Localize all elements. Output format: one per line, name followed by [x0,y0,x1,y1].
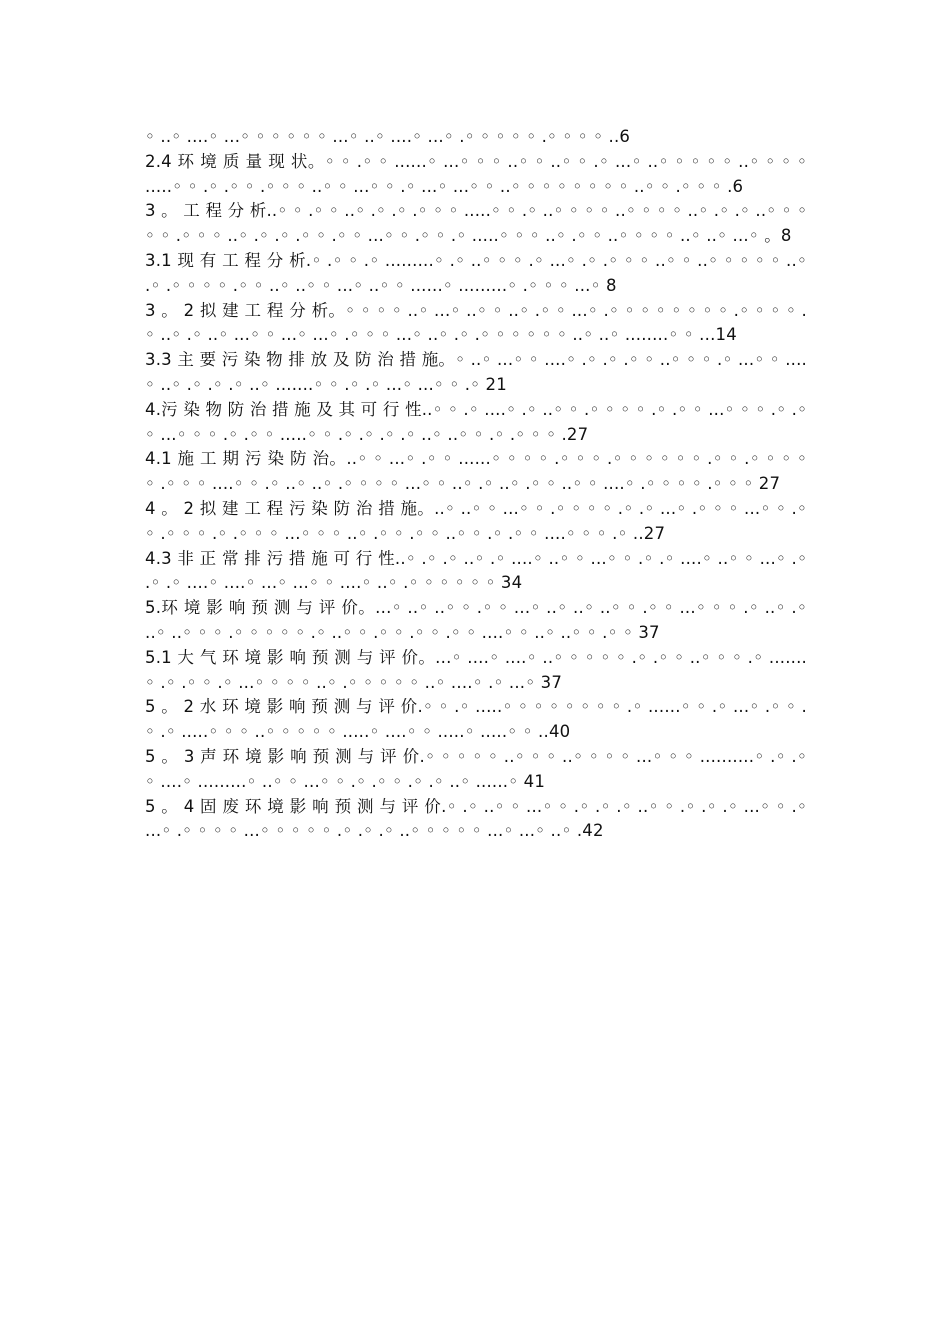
toc-entry[interactable]: 5.环 境 影 响 预 测 与 评 价。...◦ ..◦ ..◦ ◦ .◦ ◦ ...◦ ..◦ ..◦ ..◦ ◦ .◦ ◦ ...◦ ◦ ◦ .◦ ..◦ .◦ ..◦ ..◦ ◦ ◦ .◦ ◦ ◦ ◦ ◦ .◦ ..◦ ◦ .◦ ◦ .◦ ◦ .◦ ◦ ....◦ ◦ ..◦ ..◦ ◦ .◦ ◦ 37 [145,598,807,642]
toc-entry[interactable]: 3 。 工 程 分 析..◦ ◦ .◦ ◦ ..◦ .◦ .◦ .◦ ◦ ◦ .....◦ ◦ .◦ ..◦ ◦ ◦ ◦ ..◦ ◦ ◦ ◦ ..◦ .◦ .◦ ..◦ ◦ ◦ ◦ ◦ .◦ ◦ ◦ ..◦ .◦ .◦ .◦ ◦ .◦ ◦ ...◦ ◦ .◦ ◦ .◦ .....◦ ◦ ◦ ..◦ .◦ ◦ ..◦ ◦ ◦ ◦ ..◦ ..◦ ...◦ 。8 [145,201,807,246]
toc-entry[interactable]: ◦ ..◦ ....◦ ...◦ ◦ ◦ ◦ ◦ ◦ ...◦ ..◦ ....◦ ...◦ .◦ ◦ ◦ ◦ ◦ .◦ ◦ ◦ ◦ ..6 [145,127,631,146]
toc-entry[interactable]: 5 。 3 声 环 境 影 响 预 测 与 评 价.◦ ◦ ◦ ◦ ◦ ..◦ ◦ ◦ ..◦ ◦ ◦ ◦ ...◦ ◦ ◦ ..........◦ .◦ .◦ ◦ ....◦ .........◦ ..◦ ◦ ...◦ ◦ .◦ .◦ ◦ .◦ .◦ ..◦ ......◦ 41 [145,746,807,791]
toc-entry[interactable]: 5.1 大 气 环 境 影 响 预 测 与 评 价。...◦ ....◦ ....◦ ..◦ ◦ ◦ ◦ ◦ .◦ .◦ ◦ ..◦ ◦ ◦ .◦ .......◦ .◦ .◦ ◦ .◦ ...◦ ◦ ◦ ◦ ..◦ .◦ ◦ ◦ ◦ ◦ ..◦ ....◦ .◦ ...◦ 37 [145,647,807,692]
toc-entry[interactable]: 2.4 环 境 质 量 现 状。◦ ◦ .◦ ◦ ......◦ ...◦ ◦ ◦ ..◦ ◦ ..◦ ◦ .◦ ...◦ ..◦ ◦ ◦ ◦ ◦ ..◦ ◦ ◦ ◦ .....◦ ◦ .◦ .◦ ◦ .◦ ◦ ◦ ..◦ ◦ ...◦ ◦ .◦ ...◦ ...◦ ◦ ..◦ ◦ ◦ ◦ ◦ ◦ ◦ ◦ ..◦ ◦ .◦ ◦ ◦ .6 [145,151,807,196]
toc-entry[interactable]: 5 。 2 水 环 境 影 响 预 测 与 评 价.◦ ◦ .◦ .....◦ ◦ ◦ ◦ ◦ ◦ ◦ ◦ .◦ ......◦ ◦ .◦ ...◦ .◦ ◦ .◦ .◦ .....◦ ◦ ◦ ..◦ ◦ ◦ ◦ ◦ .....◦ ....◦ ◦ .....◦ .....◦ ◦ ..40 [145,697,807,742]
toc-entry[interactable]: 4.污 染 物 防 治 措 施 及 其 可 行 性..◦ ◦ .◦ ....◦ .◦ ..◦ ◦ .◦ ◦ ◦ ◦ .◦ .◦ ◦ ...◦ ◦ ◦ .◦ .◦ ◦ ...◦ ◦ ◦ .◦ .◦ ◦ .....◦ ◦ .◦ .◦ .◦ .◦ ..◦ ..◦ ◦ .◦ .◦ ◦ ◦ .27 [145,399,807,444]
toc-entry[interactable]: 4.1 施 工 期 污 染 防 治。..◦ ◦ ...◦ .◦ ◦ ......◦ ◦ ◦ ◦ .◦ ◦ ◦ .◦ ◦ ◦ ◦ ◦ ◦ .◦ ◦ .◦ ◦ ◦ ◦ ◦ .◦ ◦ ◦ ....◦ ◦ .◦ ..◦ ..◦ .◦ ◦ ◦ ◦ ...◦ ◦ ..◦ .◦ ..◦ .◦ ◦ ..◦ ◦ ....◦ .◦ ◦ ◦ ◦ .◦ ◦ ◦ 27 [145,449,807,494]
toc-entry[interactable]: 3.1 现 有 工 程 分 析.◦ .◦ ◦ .◦ .........◦ .◦ ..◦ ◦ ◦ .◦ ...◦ .◦ .◦ ◦ ◦ ..◦ ◦ ..◦ ◦ ◦ ◦ ◦ ..◦ .◦ .◦ ◦ ◦ ◦ .◦ ◦ ..◦ ..◦ ◦ ...◦ ..◦ ◦ ......◦ .........◦ .◦ ◦ ◦ ...◦ 8 [145,250,807,295]
toc-entry[interactable]: 4 。 2 拟 建 工 程 污 染 防 治 措 施。..◦ ..◦ ◦ ...◦ ◦ .◦ ◦ ◦ ◦ .◦ .◦ ...◦ .◦ ◦ ◦ ...◦ ◦ .◦ ◦ .◦ ◦ ◦ .◦ .◦ ◦ ◦ ...◦ ◦ ◦ ..◦ .◦ ◦ .◦ ◦ ..◦ ◦ .◦ .◦ ◦ ....◦ ◦ ◦ .◦ ..27 [145,498,807,543]
table-of-contents [145,125,807,844]
toc-entry[interactable]: 4.3 非 正 常 排 污 措 施 可 行 性..◦ .◦ .◦ ..◦ .◦ ....◦ ..◦ ◦ ...◦ ◦ .◦ .◦ ....◦ ..◦ ◦ ...◦ .◦ .◦ .◦ ....◦ ....◦ ...◦ ...◦ ◦ ....◦ ..◦ .◦ ◦ ◦ ◦ ◦ ◦ 34 [145,548,807,593]
toc-entry[interactable]: 3 。 2 拟 建 工 程 分 析。◦ ◦ ◦ ◦ ..◦ ...◦ ..◦ ◦ ..◦ .◦ ◦ ...◦ .◦ ◦ ◦ ◦ ◦ ◦ ◦ ◦ .◦ ◦ ◦ ◦ .◦ ..◦ .◦ ..◦ ...◦ ◦ ...◦ ...◦ .◦ ◦ ◦ ...◦ ..◦ .◦ .◦ ◦ ◦ ◦ ◦ ◦ ..◦ ..◦ ........◦ ◦ ...14 [145,300,807,345]
toc-entry[interactable]: 5 。 4 固 废 环 境 影 响 预 测 与 评 价.◦ .◦ ..◦ ◦ ...◦ ◦ .◦ .◦ .◦ ..◦ ◦ .◦ .◦ .◦ ...◦ ◦ .◦ ...◦ .◦ ◦ ◦ ◦ ...◦ ◦ ◦ ◦ ◦ .◦ .◦ .◦ ..◦ ◦ ◦ ◦ ◦ ...◦ ...◦ ..◦ .42 [145,796,807,841]
toc-entry[interactable]: 3.3 主 要 污 染 物 排 放 及 防 治 措 施。◦ ..◦ ...◦ ◦ ....◦ .◦ .◦ .◦ ◦ ..◦ ◦ ◦ .◦ ...◦ ◦ ....◦ ..◦ .◦ .◦ .◦ ..◦ .......◦ ◦ .◦ .◦ ...◦ ...◦ ◦ .◦ 21 [145,350,807,394]
